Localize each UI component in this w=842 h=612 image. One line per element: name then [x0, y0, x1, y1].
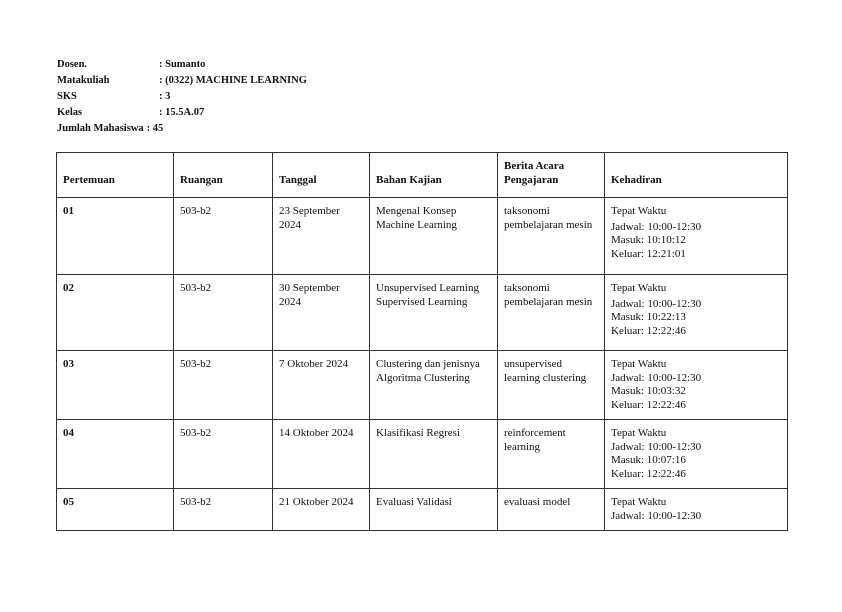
kehadiran-masuk: Masuk: 10:22:13	[611, 311, 686, 323]
col-header-ruangan: Ruangan	[174, 153, 273, 198]
kehadiran-keluar: Keluar: 12:22:46	[611, 467, 686, 480]
ruangan-cell: 503-b2	[174, 198, 273, 275]
kehadiran-masuk: Masuk: 10:03:32	[611, 385, 686, 397]
bahan-line: Machine Learning	[376, 218, 457, 231]
jumlah-value: : 45	[146, 123, 164, 134]
attendance-table	[56, 152, 788, 531]
kehadiran-status: Tepat Waktu	[611, 358, 667, 370]
bahan-line: Supervised Learning	[376, 295, 468, 308]
course-info	[57, 57, 307, 137]
sks-row	[57, 89, 307, 105]
berita-cell: evaluasi model	[498, 489, 605, 531]
dosen-row	[57, 57, 307, 73]
table-row	[57, 351, 788, 420]
kehadiran-keluar: Keluar: 12:22:46	[611, 324, 686, 337]
kehadiran-status: Tepat Waktu	[611, 496, 667, 508]
tanggal-cell: 14 Oktober 2024	[273, 420, 370, 489]
bahan-cell	[370, 489, 498, 531]
ruangan-cell: 503-b2	[174, 420, 273, 489]
bahan-cell	[370, 351, 498, 420]
kehadiran-jadwal: Jadwal: 10:00-12:30	[611, 220, 702, 233]
col-header-bahan-kajian: Bahan Kajian	[370, 153, 498, 198]
pertemuan-cell: 02	[57, 275, 174, 351]
dosen-label: Dosen.	[57, 59, 88, 70]
ruangan-cell: 503-b2	[174, 275, 273, 351]
kehadiran-cell	[605, 198, 788, 275]
tanggal-cell: 23 September 2024	[273, 198, 370, 275]
jumlah-row	[57, 121, 307, 137]
table-header-row	[57, 153, 788, 198]
kehadiran-jadwal: Jadwal: 10:00-12:30	[611, 297, 702, 310]
kehadiran-jadwal: Jadwal: 10:00-12:30	[611, 509, 702, 522]
col-header-berita-acara	[498, 153, 605, 198]
tanggal-cell: 21 Oktober 2024	[273, 489, 370, 531]
pertemuan-cell: 01	[57, 198, 174, 275]
pertemuan-cell: 04	[57, 420, 174, 489]
col-header-pertemuan: Pertemuan	[57, 153, 174, 198]
bahan-line: Mengenal Konsep	[376, 205, 457, 217]
kehadiran-keluar: Keluar: 12:21:01	[611, 247, 686, 260]
jumlah-label: Jumlah Mahasiswa	[57, 123, 144, 134]
table-row	[57, 420, 788, 489]
table-row	[57, 275, 788, 351]
ruangan-cell: 503-b2	[174, 351, 273, 420]
sks-value: : 3	[159, 91, 171, 102]
col-header-berita-line2: Pengajaran	[504, 173, 559, 186]
bahan-cell	[370, 420, 498, 489]
table-row	[57, 198, 788, 275]
col-header-kehadiran: Kehadiran	[605, 153, 788, 198]
bahan-line: Clustering dan jenisnya	[376, 358, 480, 370]
kelas-value: : 15.5A.07	[159, 107, 205, 118]
berita-cell: reinforcement learning	[498, 420, 605, 489]
kehadiran-cell	[605, 351, 788, 420]
kehadiran-keluar: Keluar: 12:22:46	[611, 398, 686, 411]
kehadiran-status: Tepat Waktu	[611, 427, 667, 439]
kehadiran-jadwal: Jadwal: 10:00-12:30	[611, 371, 702, 384]
matakuliah-row	[57, 73, 307, 89]
kehadiran-masuk: Masuk: 10:07:16	[611, 454, 686, 466]
table-row	[57, 489, 788, 531]
berita-cell: taksonomi pembelajaran mesin	[498, 275, 605, 351]
kehadiran-masuk: Masuk: 10:10:12	[611, 234, 686, 246]
bahan-line: Klasifikasi Regresi	[376, 427, 461, 439]
matakuliah-value: : (0322) MACHINE LEARNING	[159, 75, 307, 86]
sks-label: SKS	[57, 91, 77, 102]
bahan-cell	[370, 275, 498, 351]
kehadiran-cell	[605, 420, 788, 489]
berita-cell: taksonomi pembelajaran mesin	[498, 198, 605, 275]
kehadiran-status: Tepat Waktu	[611, 205, 667, 217]
tanggal-cell: 7 Oktober 2024	[273, 351, 370, 420]
bahan-line: Unsupervised Learning	[376, 282, 479, 294]
dosen-value: : Sumanto	[159, 59, 206, 70]
kehadiran-cell	[605, 489, 788, 531]
kehadiran-jadwal: Jadwal: 10:00-12:30	[611, 440, 702, 453]
kehadiran-cell	[605, 275, 788, 351]
bahan-cell	[370, 198, 498, 275]
matakuliah-label: Matakuliah	[57, 75, 110, 86]
pertemuan-cell: 05	[57, 489, 174, 531]
col-header-berita-line1: Berita Acara	[504, 160, 565, 172]
kelas-label: Kelas	[57, 107, 83, 118]
bahan-line: Algoritma Clustering	[376, 371, 470, 384]
col-header-tanggal: Tanggal	[273, 153, 370, 198]
pertemuan-cell: 03	[57, 351, 174, 420]
berita-cell: unsupervised learning clustering	[498, 351, 605, 420]
tanggal-cell: 30 September 2024	[273, 275, 370, 351]
kehadiran-status: Tepat Waktu	[611, 282, 667, 294]
ruangan-cell: 503-b2	[174, 489, 273, 531]
bahan-line: Evaluasi Validasi	[376, 496, 452, 508]
kelas-row	[57, 105, 307, 121]
